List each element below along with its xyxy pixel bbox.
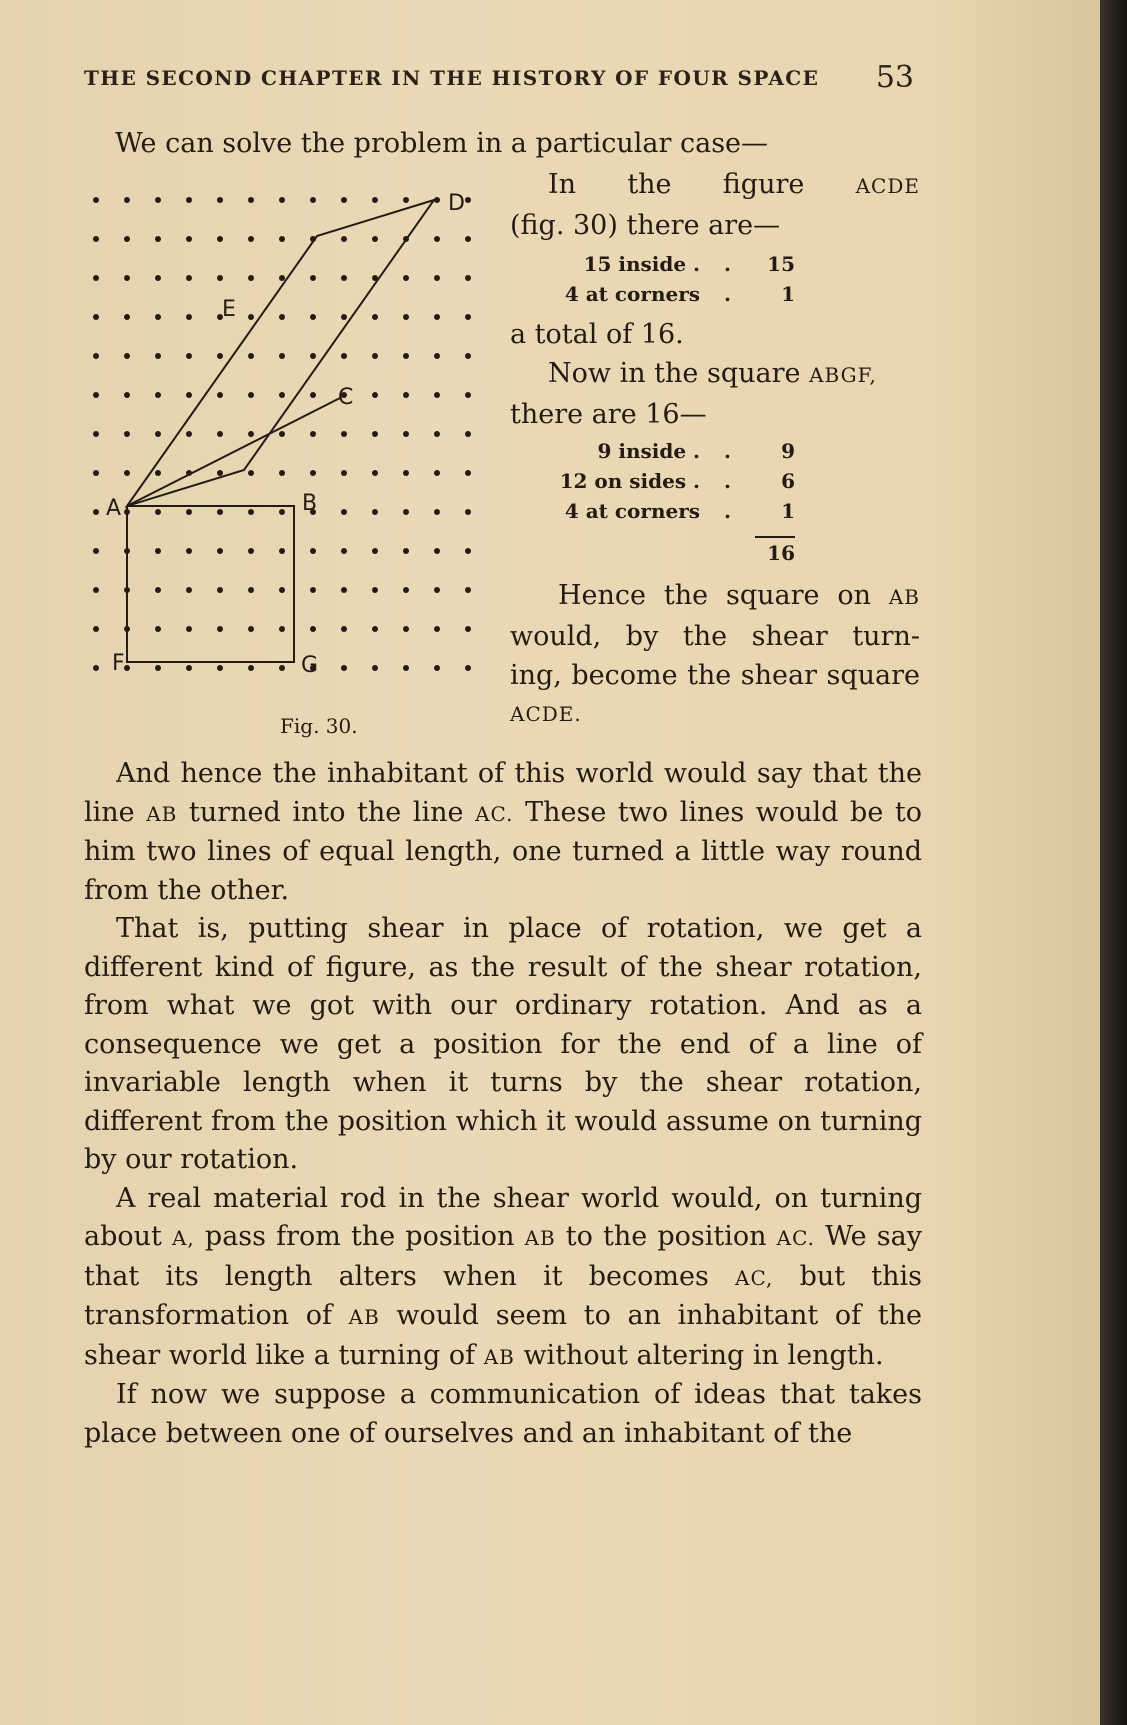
side-word: ACDE	[855, 174, 920, 198]
grid-dot	[403, 353, 409, 359]
grid-dot	[155, 353, 161, 359]
side-word: the	[627, 169, 672, 200]
grid-dot	[155, 236, 161, 242]
grid-dot	[434, 665, 440, 671]
grid-dot	[465, 548, 471, 554]
grid-dot	[372, 509, 378, 515]
grid-dot	[248, 197, 254, 203]
side-line-2: (fig. 30) there are—	[510, 210, 781, 241]
text-run: AC.	[776, 1226, 816, 1250]
grid-dot	[248, 431, 254, 437]
grid-dot	[217, 665, 223, 671]
grid-dot	[434, 548, 440, 554]
side-line-4	[510, 354, 920, 395]
grid-dot	[465, 665, 471, 671]
grid-dot	[465, 626, 471, 632]
grid-dot	[434, 587, 440, 593]
grid-dot	[93, 236, 99, 242]
grid-dot	[341, 314, 347, 320]
text-run: AB	[348, 1305, 380, 1329]
grid-dot	[93, 353, 99, 359]
text-run: And hence the inhabitant of this world would say that the line	[84, 758, 922, 828]
side-word: AB	[888, 585, 920, 609]
text-run: without altering in length.	[514, 1339, 884, 1371]
grid-dot	[310, 353, 316, 359]
grid-dot	[248, 470, 254, 476]
grid-dot	[155, 275, 161, 281]
grid-dot	[186, 392, 192, 398]
grid-dot	[186, 626, 192, 632]
grid-dot	[279, 236, 285, 242]
grid-dot	[155, 470, 161, 476]
grid-dot	[434, 275, 440, 281]
grid-dot	[310, 587, 316, 593]
grid-dot	[93, 431, 99, 437]
line-ac	[127, 398, 340, 506]
grid-dot	[155, 626, 161, 632]
side-line-7: would, by the shear turn-	[510, 621, 920, 652]
grid-dot	[465, 509, 471, 515]
row-dot: .	[724, 499, 731, 523]
grid-dot	[465, 470, 471, 476]
grid-dot	[341, 470, 347, 476]
grid-dot	[372, 470, 378, 476]
grid-dot	[248, 665, 254, 671]
text-run: to the position	[555, 1221, 777, 1252]
text-run: but this transformation of	[84, 1260, 923, 1331]
grid-dot	[341, 626, 347, 632]
grid-dot	[93, 665, 99, 671]
grid-dot	[93, 587, 99, 593]
text-run: These two lines would be to him two lines of equal length, one turned a little way round from the other.	[84, 796, 922, 906]
row-label: 9 inside .	[597, 439, 700, 463]
table-row	[510, 496, 920, 526]
side-word: figure	[722, 169, 805, 200]
grid-dot	[248, 275, 254, 281]
label-g: G	[301, 653, 319, 678]
grid-dot	[341, 431, 347, 437]
grid-dot	[279, 665, 285, 671]
grid-dot	[217, 626, 223, 632]
grid-dot	[310, 275, 316, 281]
grid-dot	[93, 392, 99, 398]
grid-dot	[310, 431, 316, 437]
grid-dot	[279, 275, 285, 281]
side-word: ABGF,	[809, 363, 877, 387]
paragraph	[84, 755, 922, 910]
grid-dot	[341, 509, 347, 515]
row-label: 15 inside .	[583, 252, 700, 276]
grid-dot	[310, 626, 316, 632]
grid-dot	[372, 197, 378, 203]
grid-dot	[217, 587, 223, 593]
grid-dot	[372, 665, 378, 671]
grid-dot	[186, 431, 192, 437]
grid-dot	[186, 548, 192, 554]
text-run: turned into the line	[177, 796, 476, 828]
dot-grid	[93, 197, 471, 671]
grid-dot	[93, 470, 99, 476]
grid-dot	[279, 548, 285, 554]
label-a: A	[106, 496, 122, 521]
intro-line: We can solve the problem in a particular case—	[115, 128, 769, 159]
grid-dot	[279, 353, 285, 359]
grid-dot	[248, 353, 254, 359]
grid-dot	[465, 236, 471, 242]
grid-dot	[341, 275, 347, 281]
grid-dot	[434, 470, 440, 476]
text-run: A,	[171, 1226, 195, 1250]
grid-dot	[248, 626, 254, 632]
grid-dot	[93, 548, 99, 554]
grid-dot	[372, 626, 378, 632]
grid-dot	[403, 197, 409, 203]
row-value: 6	[781, 469, 795, 493]
grid-dot	[341, 587, 347, 593]
grid-dot	[279, 197, 285, 203]
grid-dot	[403, 665, 409, 671]
count-table-1	[510, 249, 920, 309]
paragraph	[84, 1180, 922, 1377]
grid-dot	[310, 470, 316, 476]
table-row	[510, 436, 920, 466]
grid-dot	[186, 587, 192, 593]
grid-dot	[341, 353, 347, 359]
grid-dot	[124, 353, 130, 359]
row-dot: .	[724, 252, 731, 276]
grid-dot	[217, 392, 223, 398]
table-row	[510, 466, 920, 496]
grid-dot	[124, 392, 130, 398]
grid-dot	[434, 509, 440, 515]
grid-dot	[279, 392, 285, 398]
grid-dot	[403, 548, 409, 554]
row-label: 4 at corners	[564, 499, 700, 523]
figure-lines	[127, 200, 434, 662]
grid-dot	[279, 509, 285, 515]
grid-dot	[124, 431, 130, 437]
row-label: 4 at corners	[564, 282, 700, 306]
side-line-3: a total of 16.	[510, 319, 684, 350]
grid-dot	[155, 197, 161, 203]
grid-dot	[372, 236, 378, 242]
grid-dot	[434, 314, 440, 320]
grid-dot	[217, 197, 223, 203]
grid-dot	[403, 392, 409, 398]
grid-dot	[434, 353, 440, 359]
grid-dot	[186, 275, 192, 281]
grid-dot	[310, 548, 316, 554]
grid-dot	[217, 431, 223, 437]
row-value: 1	[781, 499, 795, 523]
grid-dot	[217, 470, 223, 476]
grid-dot	[124, 665, 130, 671]
text-run: A real material rod in the shear world would, on turning about	[84, 1182, 922, 1252]
side-line-6	[510, 576, 920, 617]
count-table-2	[510, 436, 920, 568]
grid-dot	[434, 392, 440, 398]
grid-dot	[124, 236, 130, 242]
grid-dot	[248, 548, 254, 554]
grid-dot	[465, 275, 471, 281]
book-spine	[1100, 0, 1127, 1725]
label-e: E	[222, 297, 236, 322]
text-run: AB	[146, 801, 178, 826]
grid-dot	[155, 431, 161, 437]
side-line-5: there are 16—	[510, 399, 707, 430]
body-text	[84, 755, 922, 1453]
grid-dot	[310, 392, 316, 398]
grid-dot	[372, 431, 378, 437]
grid-dot	[279, 587, 285, 593]
grid-dot	[124, 314, 130, 320]
grid-dot	[310, 314, 316, 320]
text-run: AB	[483, 1344, 515, 1369]
total-value: 16	[767, 541, 795, 565]
row-value: 15	[767, 252, 795, 276]
grid-dot	[434, 626, 440, 632]
text-run: AC,	[735, 1265, 774, 1290]
grid-dot	[434, 236, 440, 242]
grid-dot	[465, 587, 471, 593]
text-run: pass from the position	[194, 1221, 525, 1252]
grid-dot	[341, 197, 347, 203]
text-run: AC.	[475, 801, 514, 826]
grid-dot	[372, 392, 378, 398]
grid-dot	[279, 314, 285, 320]
grid-dot	[186, 236, 192, 242]
row-dot: .	[724, 282, 731, 306]
label-d: D	[448, 191, 465, 216]
grid-dot	[155, 509, 161, 515]
grid-dot	[465, 353, 471, 359]
figure-30	[82, 170, 502, 710]
grid-dot	[93, 509, 99, 515]
side-line-1	[510, 165, 920, 206]
grid-dot	[155, 392, 161, 398]
side-text	[510, 165, 920, 734]
grid-dot	[465, 392, 471, 398]
square-abgf	[127, 506, 294, 662]
label-f: F	[112, 651, 125, 676]
grid-dot	[155, 665, 161, 671]
table-total-rule	[510, 526, 920, 538]
grid-dot	[155, 587, 161, 593]
grid-dot	[186, 509, 192, 515]
paragraph: If now we suppose a communication of ideas that takes place between one of ourselves and an inhabitant of the	[84, 1379, 922, 1449]
grid-dot	[341, 665, 347, 671]
grid-dot	[403, 431, 409, 437]
grid-dot	[372, 548, 378, 554]
grid-dot	[93, 275, 99, 281]
grid-dot	[465, 431, 471, 437]
grid-dot	[217, 353, 223, 359]
grid-dot	[124, 470, 130, 476]
side-word: Now in the square	[548, 358, 801, 389]
grid-dot	[465, 314, 471, 320]
grid-dot	[310, 197, 316, 203]
grid-dot	[465, 197, 471, 203]
grid-dot	[217, 509, 223, 515]
grid-dot	[155, 314, 161, 320]
row-value: 1	[781, 282, 795, 306]
grid-dot	[279, 431, 285, 437]
grid-dot	[434, 431, 440, 437]
page-number: 53	[875, 60, 914, 95]
grid-dot	[372, 353, 378, 359]
label-b: B	[302, 491, 318, 516]
text-run: AB	[524, 1226, 556, 1250]
grid-dot	[341, 548, 347, 554]
side-word: In	[548, 169, 577, 200]
grid-dot	[93, 197, 99, 203]
grid-dot	[248, 314, 254, 320]
grid-dot	[279, 626, 285, 632]
grid-dot	[155, 548, 161, 554]
row-dot: .	[724, 439, 731, 463]
grid-dot	[403, 509, 409, 515]
grid-dot	[403, 314, 409, 320]
label-c: C	[338, 385, 354, 410]
grid-dot	[248, 509, 254, 515]
table-row	[510, 279, 920, 309]
text-run: We say that its length alters when it becomes	[84, 1221, 922, 1292]
row-dot: .	[724, 469, 731, 493]
grid-dot	[372, 587, 378, 593]
grid-dot	[186, 353, 192, 359]
grid-dot	[93, 314, 99, 320]
grid-dot	[279, 470, 285, 476]
grid-dot	[372, 314, 378, 320]
side-line-9: ACDE.	[510, 702, 582, 726]
running-header	[84, 60, 914, 95]
grid-dot	[248, 392, 254, 398]
grid-dot	[403, 626, 409, 632]
grid-dot	[124, 275, 130, 281]
grid-dot	[403, 275, 409, 281]
grid-dot	[217, 275, 223, 281]
grid-dot	[403, 470, 409, 476]
paragraph: That is, putting shear in place of rotation, we get a different kind of figure, as the result of the shear rotation, from what we got with our ordinary rotation. And as a consequence we get a position for the end of a line of invariable length when it turns by the shear rotation, different from the position which it would assume on turning by our rotation.	[84, 913, 922, 1175]
text-run: would seem to an inhabitant of the shear world like a turning of	[84, 1300, 923, 1371]
figure-caption: Fig. 30.	[280, 714, 358, 738]
grid-dot	[217, 236, 223, 242]
side-line-8: ing, become the shear square	[510, 660, 920, 691]
row-value: 9	[781, 439, 795, 463]
grid-dot	[186, 197, 192, 203]
grid-dot	[217, 548, 223, 554]
grid-dot	[186, 665, 192, 671]
grid-dot	[186, 314, 192, 320]
header-title: THE SECOND CHAPTER IN THE HISTORY OF FOUR SPACE	[84, 66, 820, 90]
grid-dot	[341, 236, 347, 242]
grid-dot	[124, 197, 130, 203]
grid-dot	[403, 587, 409, 593]
row-label: 12 on sides .	[559, 469, 700, 493]
grid-dot	[248, 587, 254, 593]
side-word: Hence the square on	[558, 580, 871, 611]
table-total	[510, 538, 920, 568]
grid-dot	[93, 626, 99, 632]
shear-square-acde	[127, 200, 434, 506]
grid-dot	[248, 236, 254, 242]
table-row	[510, 249, 920, 279]
